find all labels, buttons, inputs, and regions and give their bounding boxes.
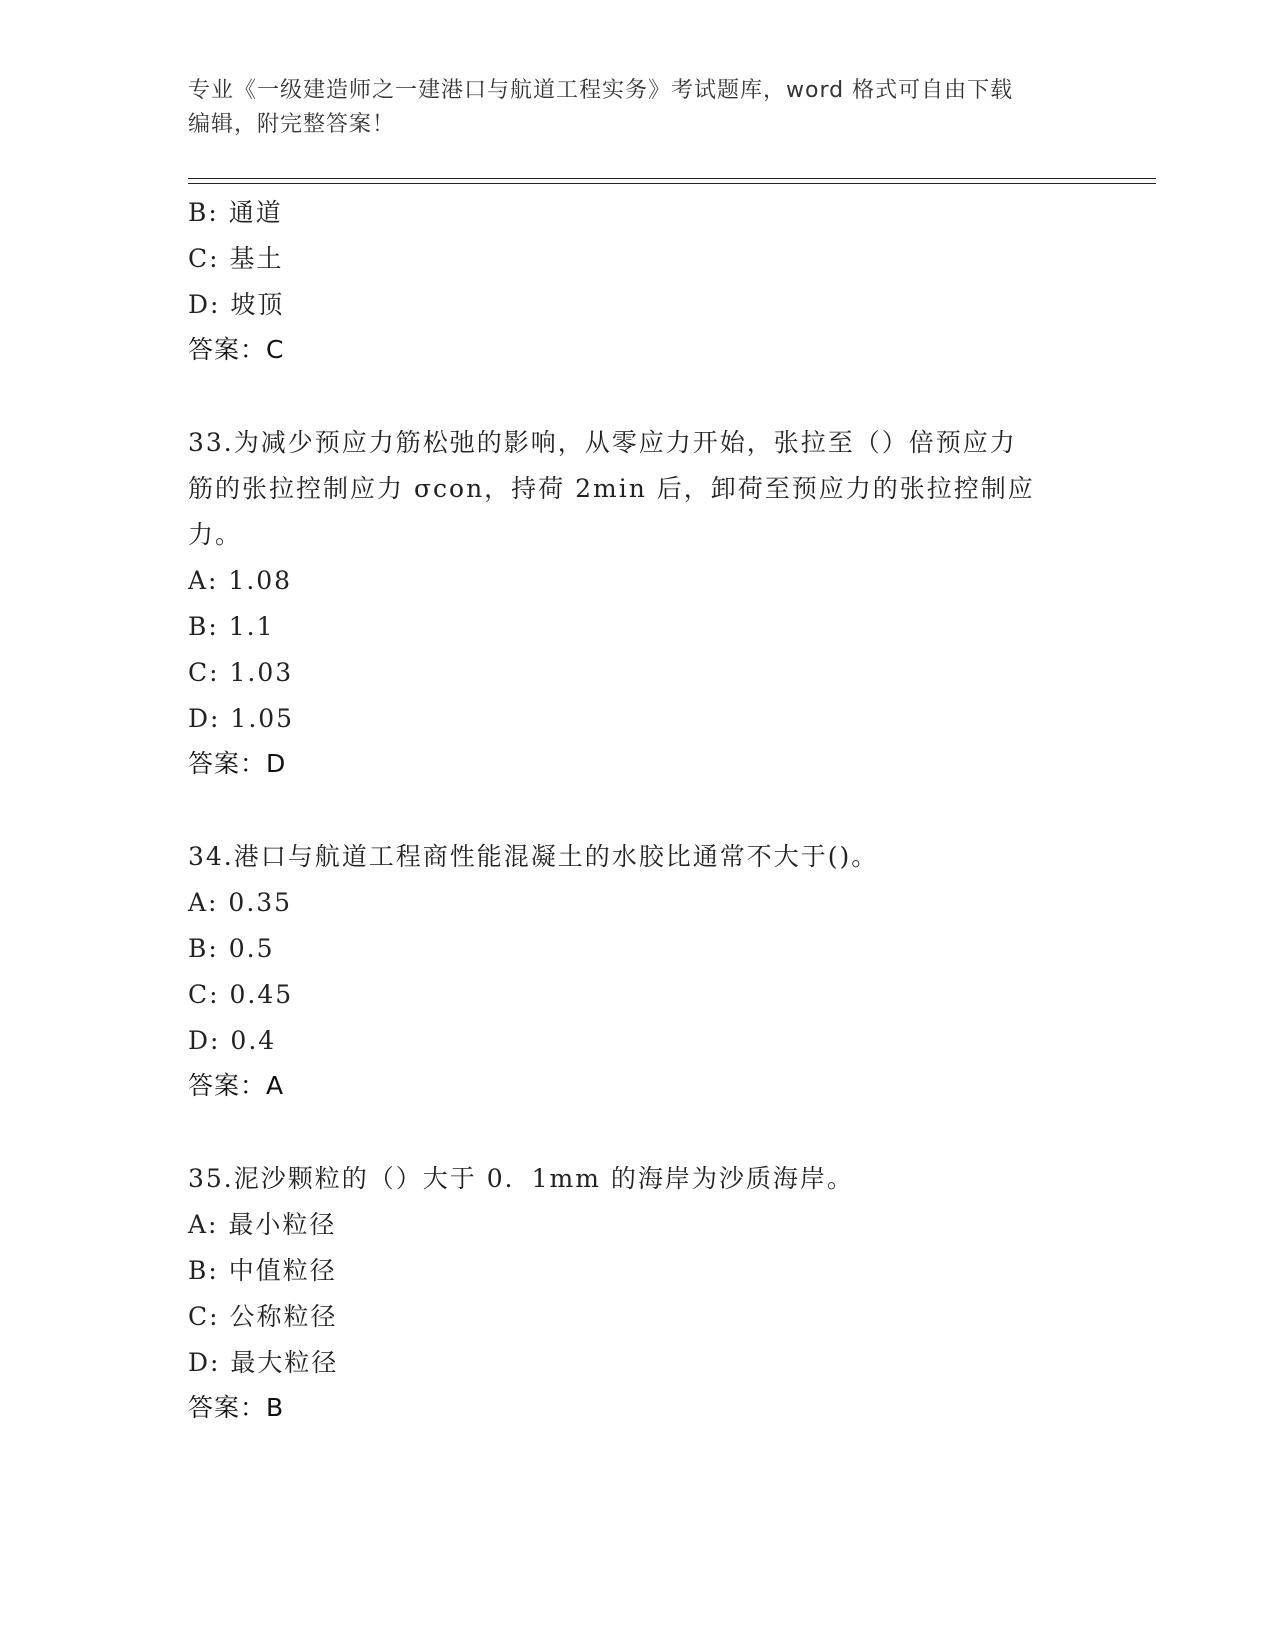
header-line-2: 编辑，附完整答案！ — [188, 112, 396, 137]
header-divider-bottom — [188, 183, 1156, 184]
answer-line: 答案：D — [188, 749, 287, 778]
option-d: D: 最大粒径 — [188, 1348, 339, 1377]
option-b: B: 1.1 — [188, 612, 275, 641]
option-d: D: 坡顶 — [188, 290, 285, 319]
question-33-block — [188, 420, 1088, 786]
question-34-block — [188, 834, 1088, 1108]
option-a: A: 1.08 — [188, 566, 293, 595]
question-stem-line: 力。 — [188, 520, 243, 549]
question-stem-line: 33.为减少预应力筋松弛的影响，从零应力开始，张拉至（）倍预应力 — [188, 428, 1017, 457]
option-a: A: 最小粒径 — [188, 1210, 337, 1239]
question-stem: 35.泥沙颗粒的（）大于 0．1mm 的海岸为沙质海岸。 — [188, 1164, 854, 1193]
question-32-block — [188, 190, 1088, 372]
spacer — [188, 1108, 1088, 1156]
question-35-block — [188, 1156, 1088, 1430]
spacer — [188, 372, 1088, 420]
option-d: D: 1.05 — [188, 704, 295, 733]
header-line-1: 专业《一级建造师之一建港口与航道工程实务》考试题库，word 格式可自由下载 — [188, 78, 1014, 103]
answer-line: 答案：A — [188, 1071, 285, 1100]
spacer — [188, 786, 1088, 834]
answer-line: 答案：C — [188, 335, 285, 364]
option-c: C: 基土 — [188, 244, 284, 273]
option-b: B: 中值粒径 — [188, 1256, 337, 1285]
question-stem: 34.港口与航道工程商性能混凝土的水胶比通常不大于()。 — [188, 842, 879, 871]
answer-line: 答案：B — [188, 1393, 285, 1422]
option-d: D: 0.4 — [188, 1026, 277, 1055]
option-c: C: 1.03 — [188, 658, 294, 687]
option-c: C: 公称粒径 — [188, 1302, 338, 1331]
question-list — [188, 190, 1088, 1430]
option-b: B: 0.5 — [188, 934, 275, 963]
option-c: C: 0.45 — [188, 980, 294, 1009]
option-a: A: 0.35 — [188, 888, 293, 917]
document-header — [188, 74, 1088, 142]
question-stem-line: 筋的张拉控制应力 σcon，持荷 2min 后，卸荷至预应力的张拉控制应 — [188, 474, 1035, 503]
header-divider-top — [188, 178, 1156, 179]
option-b: B: 通道 — [188, 198, 283, 227]
